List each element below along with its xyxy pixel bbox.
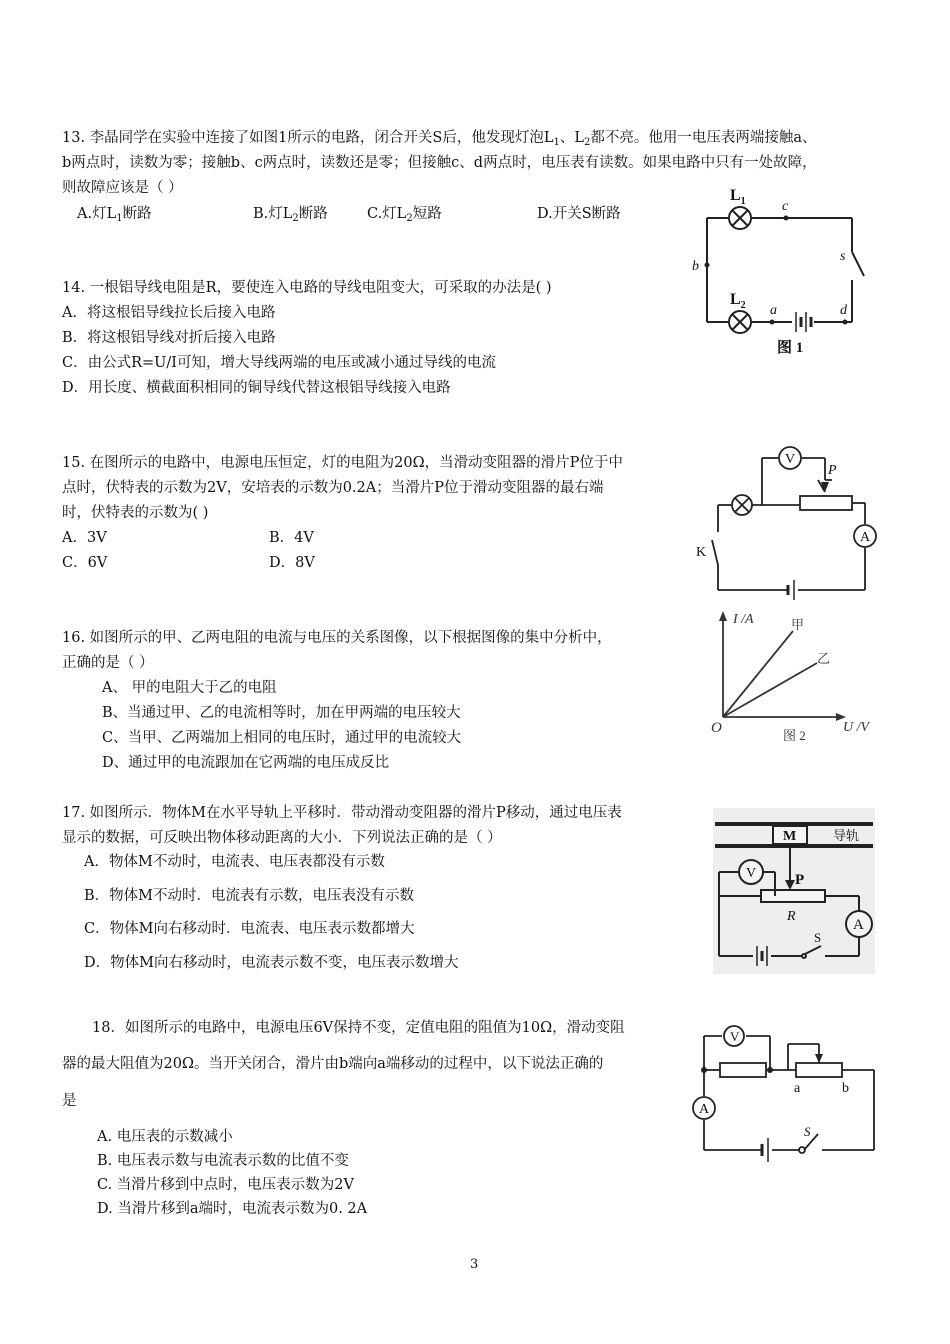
q17-voltmeter-label: V (746, 866, 757, 881)
q18-option-c: C. 当滑片移到中点时，电压表示数为2V (97, 1177, 354, 1193)
q17-switch-label: S (814, 930, 822, 945)
q15-option-b: B．4V (269, 530, 314, 546)
graph-y-label: I /A (733, 612, 754, 627)
q15-slider-label: P (828, 463, 837, 478)
q14-option-a: A．将这根铝导线拉长后接入电路 (62, 305, 276, 321)
q13-option-a: A.灯$L_1$断路 (77, 206, 152, 224)
q13-option-b: B.灯$L_2$断路 (253, 206, 328, 224)
q18-end-a-label: a (794, 1081, 801, 1096)
q15-circuit-figure (690, 440, 880, 615)
figure-2-iu-graph (705, 605, 885, 755)
q14-option-b: B．将这根铝导线对折后接入电路 (62, 330, 276, 346)
q16-option-d: D、通过甲的电流跟加在它两端的电压成反比 (102, 755, 390, 771)
q18-option-d: D. 当滑片移到a端时，电流表示数为0. 2A (97, 1201, 368, 1217)
q17-option-b: B．物体M不动时．电流表有示数，电压表没有示数 (84, 888, 415, 904)
q18-line2: 器的最大阻值为20Ω。当开关闭合，滑片由b端向a端移动的过程中，以下说法正确的 (62, 1056, 604, 1072)
q13-line1: 13. 李晶同学在实验中连接了如图1所示的电路，闭合开关S后，他发现灯泡$L_1$、$L_2$都不亮。他用一电压表两端接触a、 (62, 130, 817, 148)
q17-rail-label: 导轨 (833, 828, 860, 843)
q16-line1: 16. 如图所示的甲、乙两电阻的电流与电压的关系图像，以下根据图像的集中分析中， (62, 630, 612, 646)
q17-slider-label: P (795, 872, 805, 888)
graph-caption: 图 2 (783, 728, 806, 743)
q18-ammeter-label: A (699, 1102, 710, 1117)
q15-line1: 15. 在图所示的电路中，电源电压恒定，灯的电阻为20Ω，当滑动变阻器的滑片P位于中 (62, 455, 623, 471)
q15-line2: 点时，伏特表的示数为2V，安培表的示数为0.2A；当滑片P位于滑动变阻器的最右端 (62, 480, 604, 496)
q17-line2: 显示的数据，可反映出物体移动距离的大小．下列说法正确的是（ ） (62, 830, 502, 846)
page-number: 3 (470, 1257, 479, 1272)
q17-option-a: A．物体M不动时，电流表、电压表都没有示数 (84, 854, 385, 870)
q13-line3: 则故障应该是（ ） (62, 180, 183, 196)
q18-end-b-label: b (842, 1081, 849, 1096)
q13-option-c: C.灯$L_2$短路 (367, 206, 442, 224)
q18-line1: 18．如图所示的电路中，电源电压6V保持不变，定值电阻的阻值为10Ω，滑动变阻 (92, 1020, 625, 1036)
q17-object-m-label: M (783, 829, 797, 844)
figure-1-circuit (680, 180, 880, 365)
q13-line2: b两点时，读数为零；接触b、c两点时，读数还是零；但接触c、d两点时，电压表有读数。如果电路中只有一处故障， (62, 155, 817, 171)
q17-option-c: C．物体M向右移动时．电流表、电压表示数都增大 (84, 921, 415, 937)
q13-option-d: D.开关S断路 (537, 206, 621, 222)
q15-voltmeter-label: V (785, 452, 796, 467)
q16-option-c: C、当甲、乙两端加上相同的电压时，通过甲的电流较大 (102, 730, 462, 746)
q15-line3: 时，伏特表的示数为( ) (62, 505, 209, 521)
graph-series-yi-label: 乙 (817, 651, 831, 666)
q18-line3: 是 (62, 1093, 77, 1109)
q16-option-b: B、当通过甲、乙的电流相等时，加在甲两端的电压较大 (102, 705, 461, 721)
q14-stem: 14. 一根铝导线电阻是R，要使连入电路的导线电阻变大，可采取的办法是( ) (62, 280, 552, 296)
q17-rail-circuit-figure (713, 808, 875, 974)
q15-switch-label: K (696, 545, 707, 560)
q17-line1: 17. 如图所示．物体M在水平导轨上平移时．带动滑动变阻器的滑片P移动，通过电压表 (62, 805, 622, 821)
fig1-label-b: b (692, 259, 699, 274)
q17-option-d: D．物体M向右移动时，电流表示数不变，电压表示数增大 (84, 955, 459, 971)
q18-option-b: B. 电压表示数与电流表示数的比值不变 (97, 1153, 349, 1169)
q17-ammeter-label: A (853, 917, 864, 933)
q18-circuit-figure (692, 1018, 882, 1168)
fig1-label-d: d (840, 303, 847, 318)
fig1-caption: 图 1 (777, 340, 804, 356)
fig1-label-s: s (840, 249, 846, 264)
fig1-label-c: c (782, 199, 789, 214)
q18-voltmeter-label: V (730, 1029, 740, 1044)
q15-option-d: D．8V (269, 555, 315, 571)
q18-option-a: A. 电压表的示数减小 (97, 1129, 233, 1145)
q18-switch-label: S (804, 1124, 811, 1139)
fig1-label-a: a (770, 303, 777, 318)
q17-rheostat-label: R (787, 909, 796, 924)
q16-option-a: A、 甲的电阻大于乙的电阻 (102, 680, 277, 696)
graph-x-label: U /V (843, 720, 870, 735)
q14-option-c: C．由公式R=U/I可知，增大导线两端的电压或减小通过导线的电流 (62, 355, 496, 371)
q15-option-c: C．6V (62, 555, 108, 571)
q14-option-d: D．用长度、横截面积相同的铜导线代替这根铝导线接入电路 (62, 380, 451, 396)
q15-option-a: A．3V (62, 530, 107, 546)
fig1-label-l2: $L_2$ (730, 291, 746, 311)
fig1-label-l1: $L_1$ (730, 187, 746, 207)
graph-origin-label: O (711, 720, 722, 736)
graph-series-jia-label: 甲 (791, 617, 805, 632)
q16-line2: 正确的是（ ） (62, 655, 154, 671)
q15-ammeter-label: A (860, 530, 871, 545)
